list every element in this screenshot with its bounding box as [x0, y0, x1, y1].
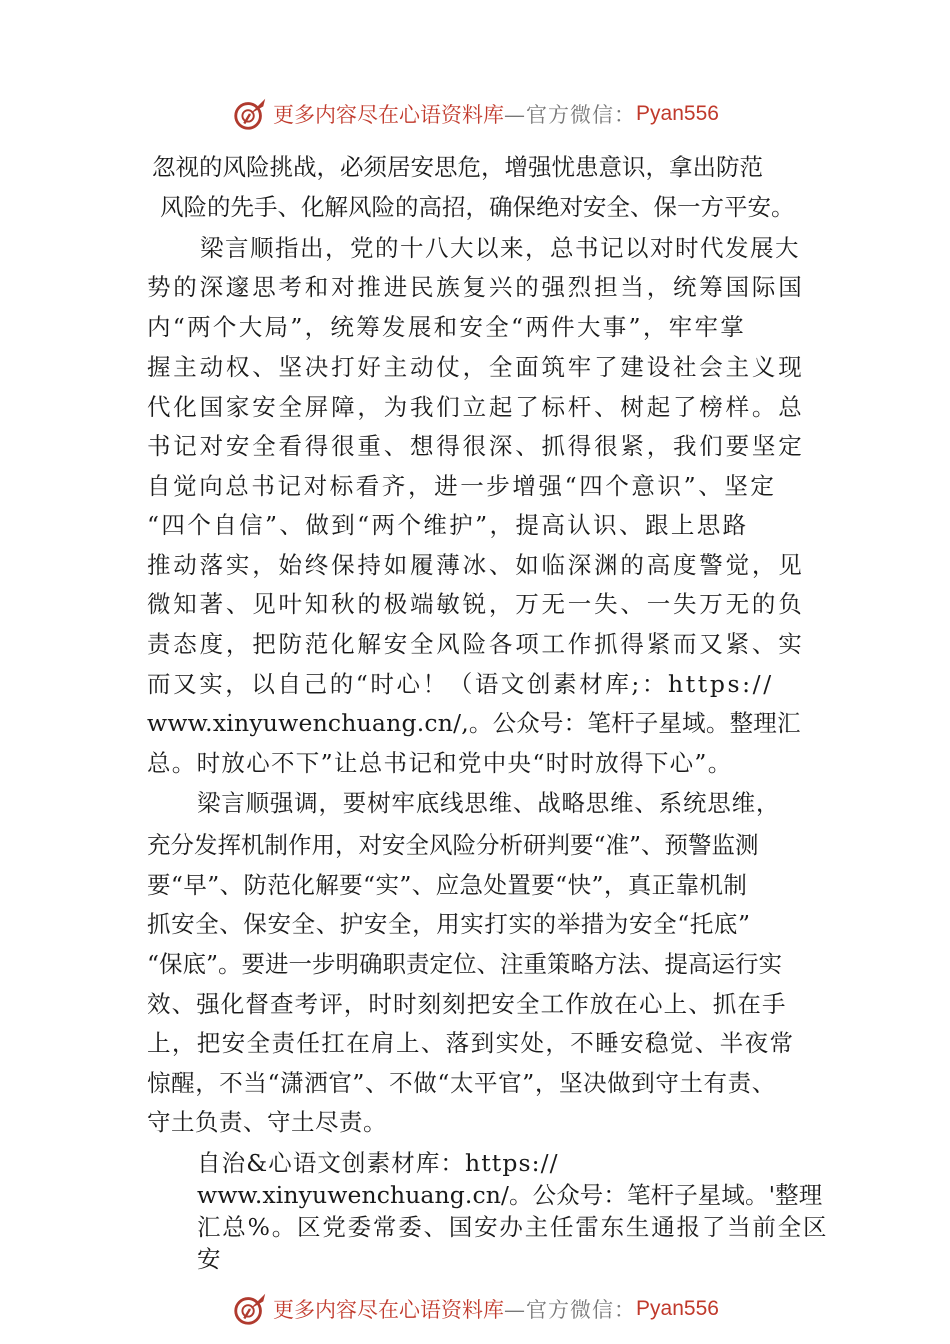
- text-line: 安: [197, 1245, 221, 1273]
- text-line: “四个自信”、做到“两个维护”，提高认识、跟上思路: [147, 511, 749, 539]
- quill-logo-icon: [231, 95, 269, 133]
- text-line: 效、强化督查考评，时时刻刻把安全工作放在心上、抓在手: [147, 990, 787, 1018]
- text-line: 自觉向总书记对标看齐，进一步增强“四个意识”、坚定: [147, 472, 777, 500]
- text-line: 忽视的风险挑战，必须居安思危，增强忧患意识，拿出防范: [152, 153, 763, 181]
- text-line: 上，把安全责任扛在肩上、落到实处，不睡安稳觉、半夜常: [147, 1029, 795, 1057]
- text-line: 推动落实，始终保持如履薄冰、如临深渊的高度警觉，见: [147, 551, 805, 579]
- header-wechat-id: Pyan556: [636, 102, 719, 125]
- text-line: 要“早”、防范化解要“实”、应急处置要“快”，真正靠机制: [147, 871, 748, 899]
- text-line: 微知著、见叶知秋的极端敏锐，万无一失、一失万无的负: [147, 590, 805, 618]
- text-line: 而又实，以自己的“时心！（语文创素材库;：https://: [147, 670, 774, 698]
- text-line: 充分发挥机制作用，对安全风险分析研判要“准”、预警监测: [147, 831, 759, 859]
- text-line: 内“两个大局”，统筹发展和安全“两件大事”，牢牢掌: [147, 313, 747, 341]
- text-line: 总。时放心不下”让总书记和党中央“时时放得下心”。: [147, 749, 733, 777]
- text-line: 抓安全、保安全、护安全，用实打实的举措为安全“托底”: [147, 910, 751, 938]
- text-line: 代化国家安全屏障，为我们立起了标杆、树起了榜样。总: [147, 393, 805, 421]
- text-line: 自治&心语文创素材库：https://: [197, 1149, 559, 1177]
- footer-promo-text: 更多内容尽在心语资料库: [273, 1298, 505, 1322]
- text-line: 风险的先手、化解风险的高招，确保绝对安全、保一方平安。: [160, 193, 795, 221]
- text-line: 惊醒，不当“潇洒官”、不做“太平官”，坚决做到守土有责、: [147, 1069, 776, 1097]
- footer-wechat-label: —官方微信：: [504, 1298, 637, 1322]
- header-banner: [0, 92, 950, 136]
- text-line: 责态度，把防范化解安全风险各项工作抓得紧而又紧、实: [147, 630, 805, 658]
- header-wechat-label: —官方微信：: [504, 103, 637, 127]
- text-line: 守土负责、守土尽责。: [147, 1108, 387, 1136]
- text-line: www.xinyuwenchuang.cn/,。公众号：笔杆子星域。整理汇: [147, 709, 801, 737]
- text-line: www.xinyuwenchuang.cn/。公众号：笔杆子星域。'整理: [197, 1181, 823, 1209]
- text-line: 握主动权、坚决打好主动仗，全面筑牢了建设社会主义现: [147, 353, 805, 381]
- footer-wechat-id: Pyan556: [636, 1297, 719, 1320]
- text-line: 汇总%。区党委常委、国安办主任雷东生通报了当前全区: [197, 1213, 829, 1241]
- quill-logo-icon: [231, 1290, 269, 1328]
- footer-banner: [0, 1287, 950, 1331]
- text-line: 势的深邃思考和对推进民族复兴的强烈担当，统筹国际国: [147, 273, 805, 301]
- text-line: 梁言顺强调，要树牢底线思维、战略思维、系统思维，: [197, 789, 781, 817]
- text-line: “保底”。要进一步明确职责定位、注重策略方法、提高运行实: [147, 950, 783, 978]
- text-line: 梁言顺指出，党的十八大以来，总书记以对时代发展大: [200, 234, 800, 262]
- text-line: 书记对安全看得很重、想得很深、抓得很紧，我们要坚定: [147, 432, 805, 460]
- header-promo-text: 更多内容尽在心语资料库: [273, 103, 505, 127]
